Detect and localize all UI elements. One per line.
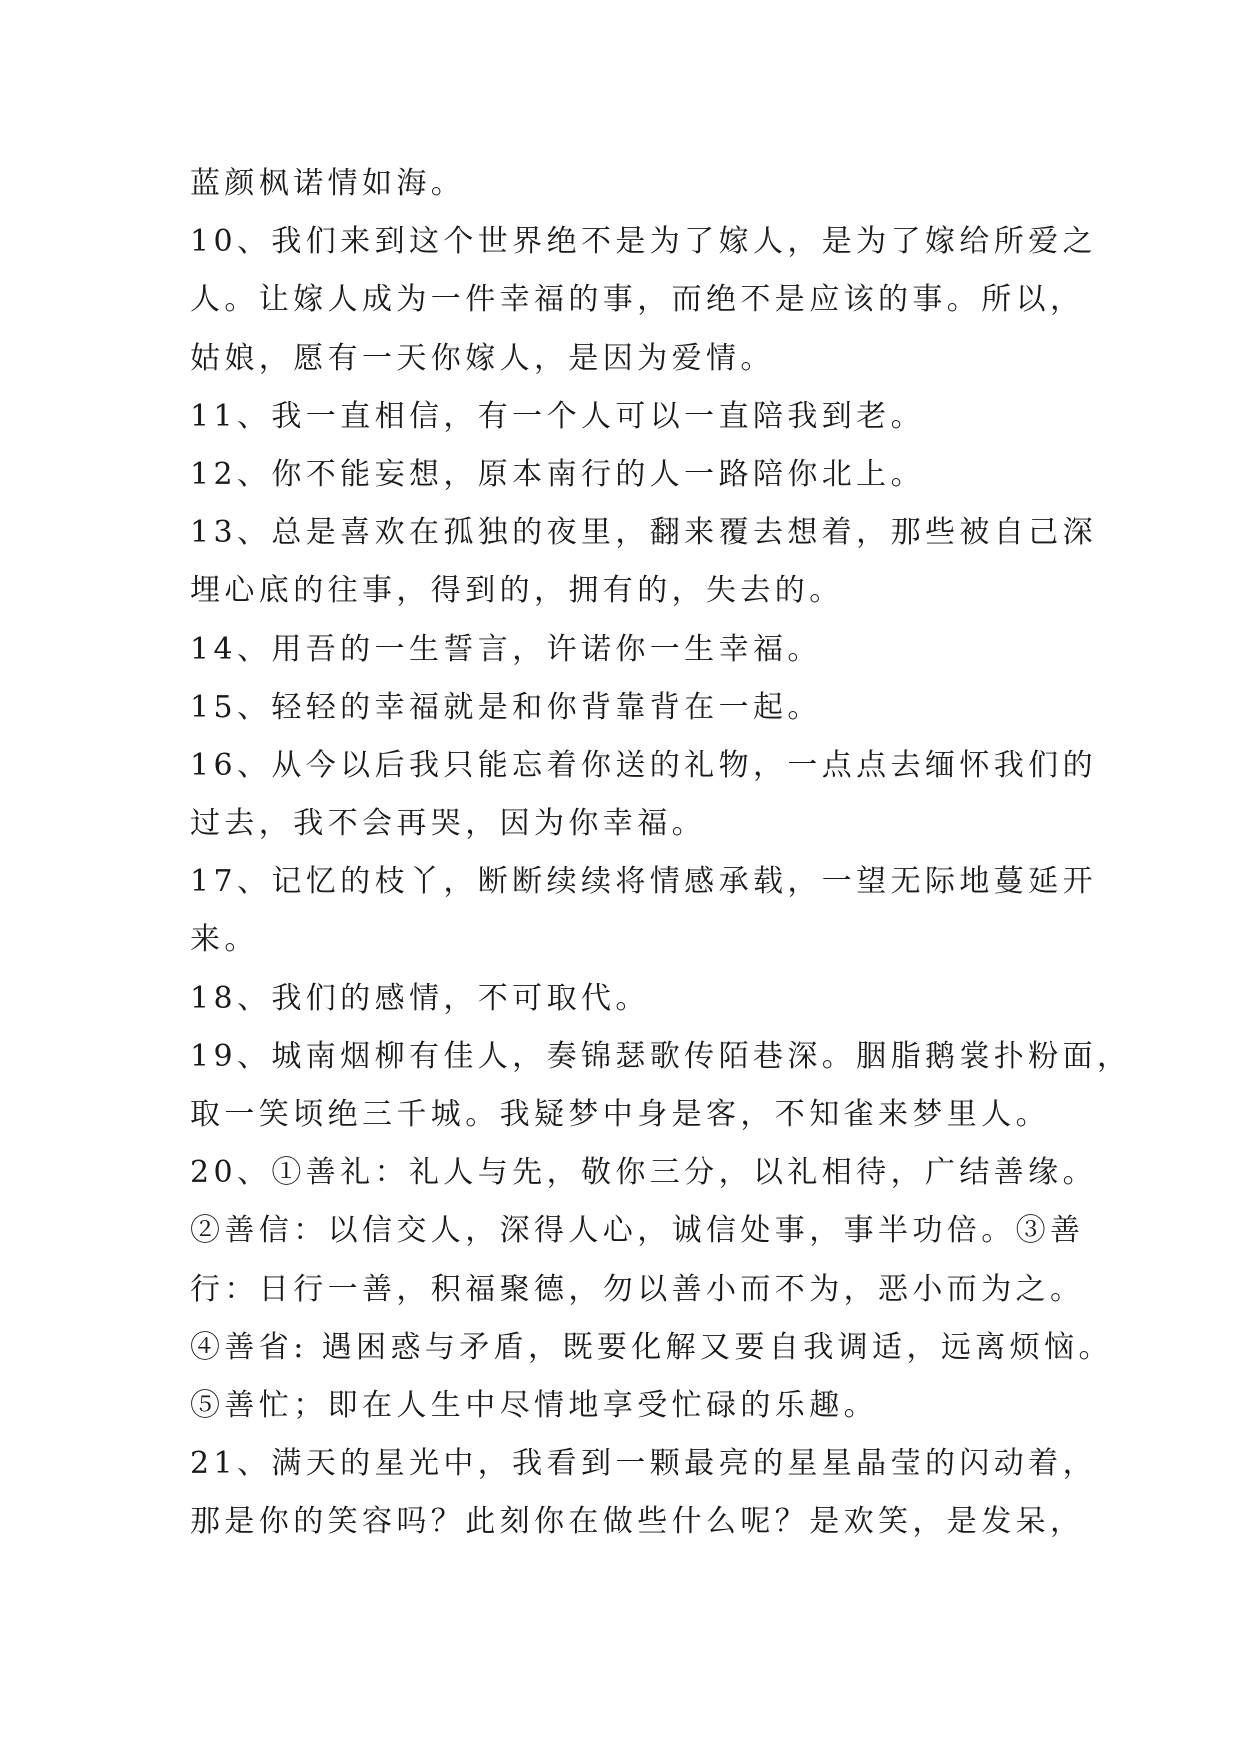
text-line: 来。 (190, 922, 259, 958)
text-line: 16、从今以后我只能忘着你送的礼物，一点点去缅怀我们的 (190, 747, 1097, 783)
text-line: 19、城南烟柳有佳人，奏锦瑟歌传陌巷深。胭脂鹅裳扑粉面， (190, 1038, 1132, 1074)
text-line: 14、用吾的一生誓言，许诺你一生幸福。 (190, 631, 822, 667)
text-line: 11、我一直相信，有一个人可以一直陪我到老。 (190, 398, 925, 434)
text-line: 行：日行一善，积福聚德，勿以善小而不为，恶小而为之。 (190, 1271, 1085, 1307)
text-line: 17、记忆的枝丫，断断续续将情感承载，一望无际地蔓延开 (190, 864, 1097, 900)
text-line: 蓝颜枫诺情如海。 (190, 166, 466, 201)
text-line: ②善信：以信交人，深得人心，诚信处事，事半功倍。③善 (190, 1213, 1085, 1249)
text-line: 15、轻轻的幸福就是和你背靠背在一起。 (190, 689, 822, 725)
text-line: 取一笑顷绝三千城。我疑梦中身是客，不知雀来梦里人。 (190, 1097, 1050, 1132)
text-line: 埋心底的往事，得到的，拥有的，失去的。 (190, 573, 844, 609)
text-line: ⑤善忙；即在人生中尽情地享受忙碌的乐趣。 (190, 1387, 878, 1423)
text-line: 18、我们的感情，不可取代。 (190, 980, 650, 1016)
text-line: ④善省: 遇困惑与矛盾，既要化解又要自我调适，远离烦恼。 (190, 1329, 1113, 1365)
text-line: 过去，我不会再哭，因为你幸福。 (190, 806, 706, 842)
text-line: 10、我们来到这个世界绝不是为了嫁人，是为了嫁给所爱之 (190, 224, 1097, 260)
text-line: 20、①善礼：礼人与先，敬你三分，以礼相待，广结善缘。 (190, 1155, 1097, 1191)
document-body (190, 155, 1132, 1552)
text-line: 13、总是喜欢在孤独的夜里，翻来覆去想着，那些被自己深 (190, 515, 1097, 551)
text-line: 那是你的笑容吗？此刻你在做些什么呢？是欢笑，是发呆， (190, 1504, 1085, 1540)
text-line: 姑娘，愿有一天你嫁人，是因为爱情。 (190, 340, 775, 376)
text-line: 21、满天的星光中，我看到一颗最亮的星星晶莹的闪动着， (190, 1446, 1097, 1482)
text-line: 人。让嫁人成为一件幸福的事，而绝不是应该的事。所以， (190, 282, 1085, 318)
text-line: 12、你不能妄想，原本南行的人一路陪你北上。 (190, 456, 925, 492)
